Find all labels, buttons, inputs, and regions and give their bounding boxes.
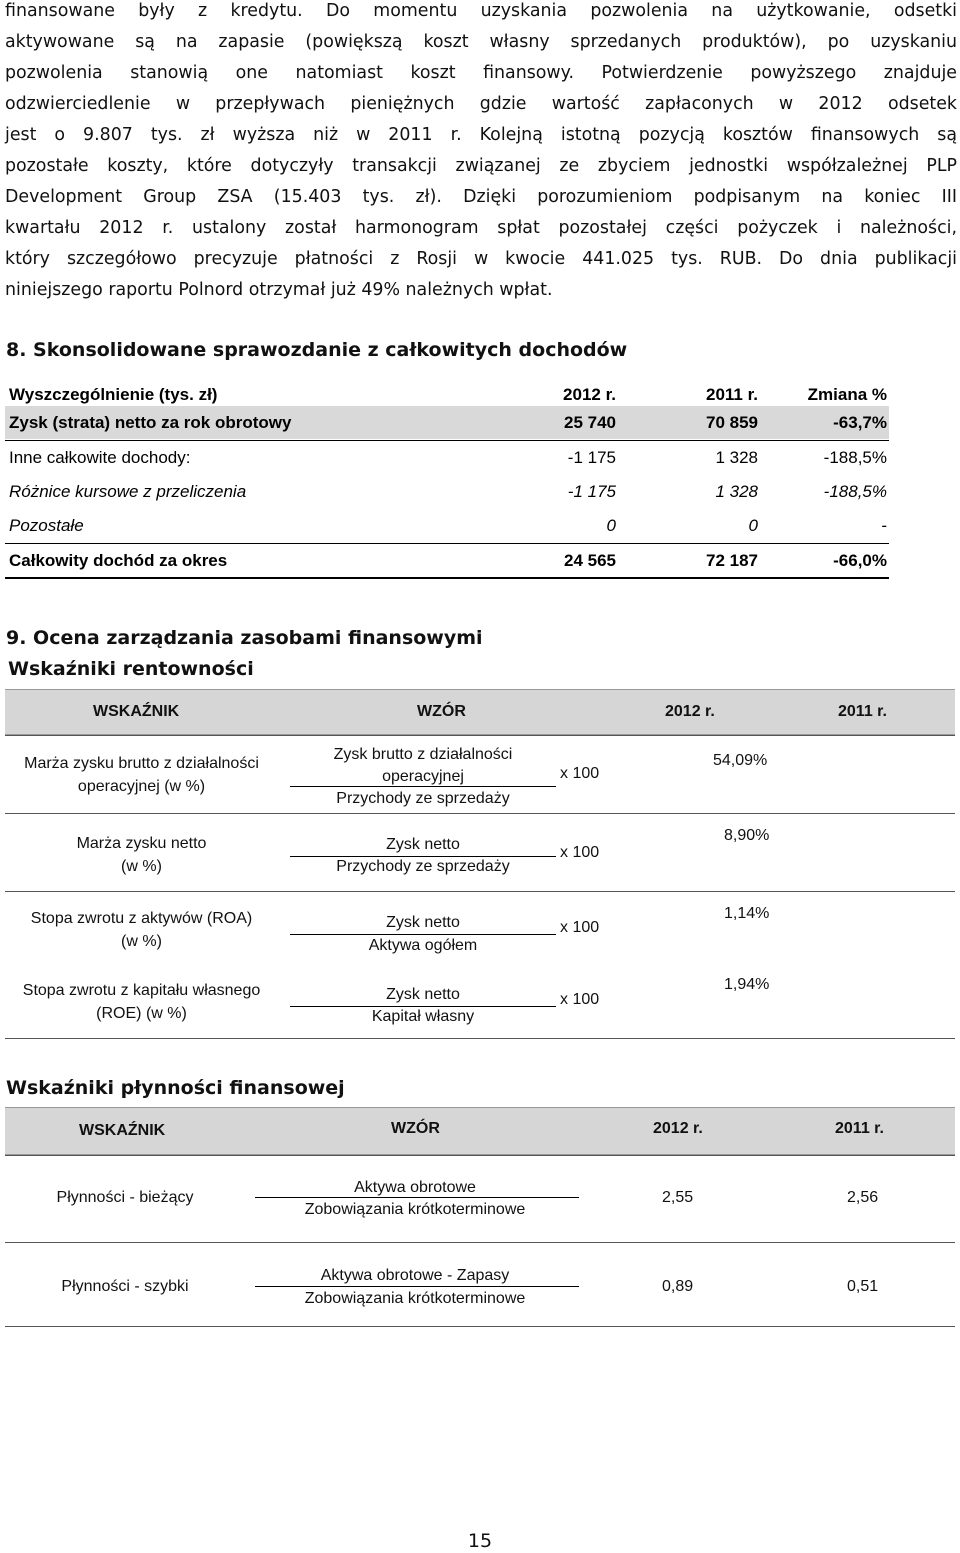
header-cell: WZÓR bbox=[391, 1120, 440, 1137]
formula-numerator: Aktywa obrotowe bbox=[354, 1179, 476, 1196]
value-2012: 0,89 bbox=[662, 1278, 694, 1295]
value-change: -188,5% bbox=[823, 482, 887, 501]
table-header-row bbox=[5, 689, 955, 735]
formula-numerator: Zysk netto bbox=[386, 836, 460, 853]
row-divider bbox=[5, 813, 955, 814]
row-divider bbox=[5, 1038, 955, 1039]
formula-numerator bbox=[290, 744, 556, 788]
formula-denominator: Zobowiązania krótkoterminowe bbox=[304, 1290, 526, 1307]
value-2012: 25 740 bbox=[564, 413, 616, 432]
ratio-name-line: Stopa zwrotu z kapitału własnego bbox=[22, 982, 261, 999]
ratio-name-line: Stopa zwrotu z aktywów (ROA) bbox=[30, 910, 253, 927]
row-divider bbox=[5, 891, 955, 892]
value-change: -188,5% bbox=[823, 448, 887, 467]
row-label: Pozostałe bbox=[9, 516, 84, 535]
fraction-line bbox=[290, 934, 556, 935]
value-2012: -1 175 bbox=[567, 448, 616, 467]
paragraph-line: finansowane były z kredytu. Do momentu uzyskania pozwolenia na użytkowanie, odsetki bbox=[5, 1, 957, 21]
value-2011: 2,56 bbox=[847, 1189, 879, 1206]
ratio-name bbox=[0, 979, 283, 1025]
ratio-name: Płynności - bieżący bbox=[56, 1189, 194, 1206]
row-divider bbox=[5, 1242, 955, 1243]
formula-denominator: Zobowiązania krótkoterminowe bbox=[304, 1201, 526, 1218]
numerator-line: Zysk brutto z działalności bbox=[333, 746, 513, 763]
header-cell: 2012 r. bbox=[653, 1120, 703, 1137]
row-label: Zysk (strata) netto za rok obrotowy bbox=[9, 413, 292, 432]
header-cell: 2012 r. bbox=[563, 385, 616, 404]
table-row bbox=[5, 475, 889, 508]
header-cell: WSKAŹNIK bbox=[79, 1122, 166, 1139]
liquidity-title: Wskaźniki płynności finansowej bbox=[6, 1077, 345, 1099]
formula-denominator: Przychody ze sprzedaży bbox=[336, 790, 510, 807]
formula-numerator: Zysk netto bbox=[386, 914, 460, 931]
paragraph-line: aktywowane są na zapasie (powiększą koszt własny sprzedanych produktów), po uzyskaniu bbox=[5, 32, 957, 52]
table-row bbox=[5, 406, 889, 439]
header-cell: WZÓR bbox=[417, 703, 466, 720]
ratio-name-line: Marża zysku netto bbox=[76, 835, 207, 852]
numerator-line: operacyjnej bbox=[382, 768, 464, 785]
value-2011: 70 859 bbox=[706, 413, 758, 432]
row-label: Różnice kursowe z przeliczenia bbox=[9, 482, 247, 501]
value-2012: 54,09% bbox=[713, 752, 768, 769]
page-number: 15 bbox=[467, 1530, 493, 1552]
fraction-line bbox=[290, 1006, 556, 1007]
header-cell: 2011 r. bbox=[835, 1120, 884, 1137]
paragraph-line: pozostałe koszty, które dotyczyły transakcji związanej ze zbyciem jednostki współzależnej PLP bbox=[5, 156, 957, 176]
value-change: - bbox=[881, 516, 887, 535]
paragraph-line: pozwolenia stanowią one natomiast koszt finansowy. Potwierdzenie powyższego znajduje bbox=[5, 63, 957, 83]
ratio-name bbox=[0, 907, 283, 953]
fraction-line bbox=[255, 1286, 579, 1287]
value-2012: 8,90% bbox=[724, 827, 770, 844]
ratio-name-line: (ROE) (w %) bbox=[96, 1005, 187, 1022]
header-cell: 2011 r. bbox=[705, 385, 758, 404]
value-2011: 1 328 bbox=[715, 448, 758, 467]
fraction-line bbox=[290, 786, 556, 787]
header-cell: Wyszczególnienie (tys. zł) bbox=[9, 385, 218, 404]
section8-title: 8. Skonsolidowane sprawozdanie z całkowitych dochodów bbox=[6, 339, 628, 361]
value-2012: 24 565 bbox=[564, 551, 616, 570]
header-cell: 2011 r. bbox=[838, 703, 887, 720]
section9-title: 9. Ocena zarządzania zasobami finansowymi bbox=[6, 627, 483, 649]
fraction-line bbox=[290, 856, 556, 857]
table-row bbox=[5, 440, 889, 474]
value-2011: 0 bbox=[748, 516, 758, 535]
header-cell: 2012 r. bbox=[665, 703, 715, 720]
fraction-line bbox=[255, 1197, 579, 1198]
formula-multiplier: x 100 bbox=[560, 765, 600, 782]
paragraph-line: Development Group ZSA (15.403 tys. zł). Dzięki porozumieniom podpisanym na koniec III bbox=[5, 187, 957, 207]
formula-numerator: Zysk netto bbox=[386, 986, 460, 1003]
ratio-name-line: Marża zysku brutto z działalności bbox=[24, 755, 259, 772]
paragraph-line: odzwierciedlenie w przepływach pieniężnych gdzie wartość zapłaconych w 2012 odsetek bbox=[5, 94, 957, 114]
value-change: -63,7% bbox=[833, 413, 887, 432]
formula-denominator: Aktywa ogółem bbox=[368, 937, 478, 954]
row-divider bbox=[5, 1155, 955, 1156]
paragraph-line: niniejszego raportu Polnord otrzymał już 49% należnych wpłat. bbox=[5, 280, 553, 300]
formula-denominator: Kapitał własny bbox=[371, 1008, 475, 1025]
profitability-title: Wskaźniki rentowności bbox=[8, 658, 254, 680]
intro-paragraph bbox=[5, 0, 957, 306]
row-label: Całkowity dochód za okres bbox=[9, 551, 228, 570]
table-header-row bbox=[5, 1107, 955, 1155]
formula-denominator: Przychody ze sprzedaży bbox=[336, 858, 510, 875]
formula-numerator: Aktywa obrotowe - Zapasy bbox=[320, 1267, 510, 1284]
row-divider bbox=[5, 735, 955, 736]
row-label: Inne całkowite dochody: bbox=[9, 448, 191, 467]
table-row bbox=[5, 543, 889, 579]
value-2012: 1,94% bbox=[724, 976, 770, 993]
formula-multiplier: x 100 bbox=[560, 991, 600, 1008]
ratio-name-line: operacyjnej (w %) bbox=[77, 778, 206, 795]
value-2012: 0 bbox=[606, 516, 616, 535]
value-2011: 1 328 bbox=[715, 482, 758, 501]
ratio-name-line: (w %) bbox=[121, 858, 162, 875]
value-2012: -1 175 bbox=[567, 482, 616, 501]
ratio-name bbox=[0, 752, 283, 798]
value-2012: 2,55 bbox=[662, 1189, 694, 1206]
formula-multiplier: x 100 bbox=[560, 919, 600, 936]
value-2011: 0,51 bbox=[847, 1278, 879, 1295]
paragraph-line: który szczegółowo precyzuje płatności z Rosji w kwocie 441.025 tys. RUB. Do dnia publikacji bbox=[5, 249, 957, 269]
header-cell: WSKAŹNIK bbox=[93, 703, 180, 720]
ratio-name bbox=[0, 832, 283, 878]
value-2012: 1,14% bbox=[724, 905, 770, 922]
value-2011: 72 187 bbox=[706, 551, 758, 570]
header-cell: Zmiana % bbox=[807, 385, 887, 404]
value-change: -66,0% bbox=[833, 551, 887, 570]
formula-multiplier: x 100 bbox=[560, 844, 600, 861]
paragraph-line: jest o 9.807 tys. zł wyższa niż w 2011 r. Kolejną istotną pozycją kosztów finansowych są bbox=[5, 125, 957, 145]
ratio-name: Płynności - szybki bbox=[61, 1278, 189, 1295]
table-row bbox=[5, 509, 889, 542]
ratio-name-line: (w %) bbox=[121, 933, 162, 950]
paragraph-line: kwartału 2012 r. ustalony został harmonogram spłat pozostałej części pożyczek i należności, bbox=[5, 218, 957, 238]
row-divider bbox=[5, 1326, 955, 1327]
